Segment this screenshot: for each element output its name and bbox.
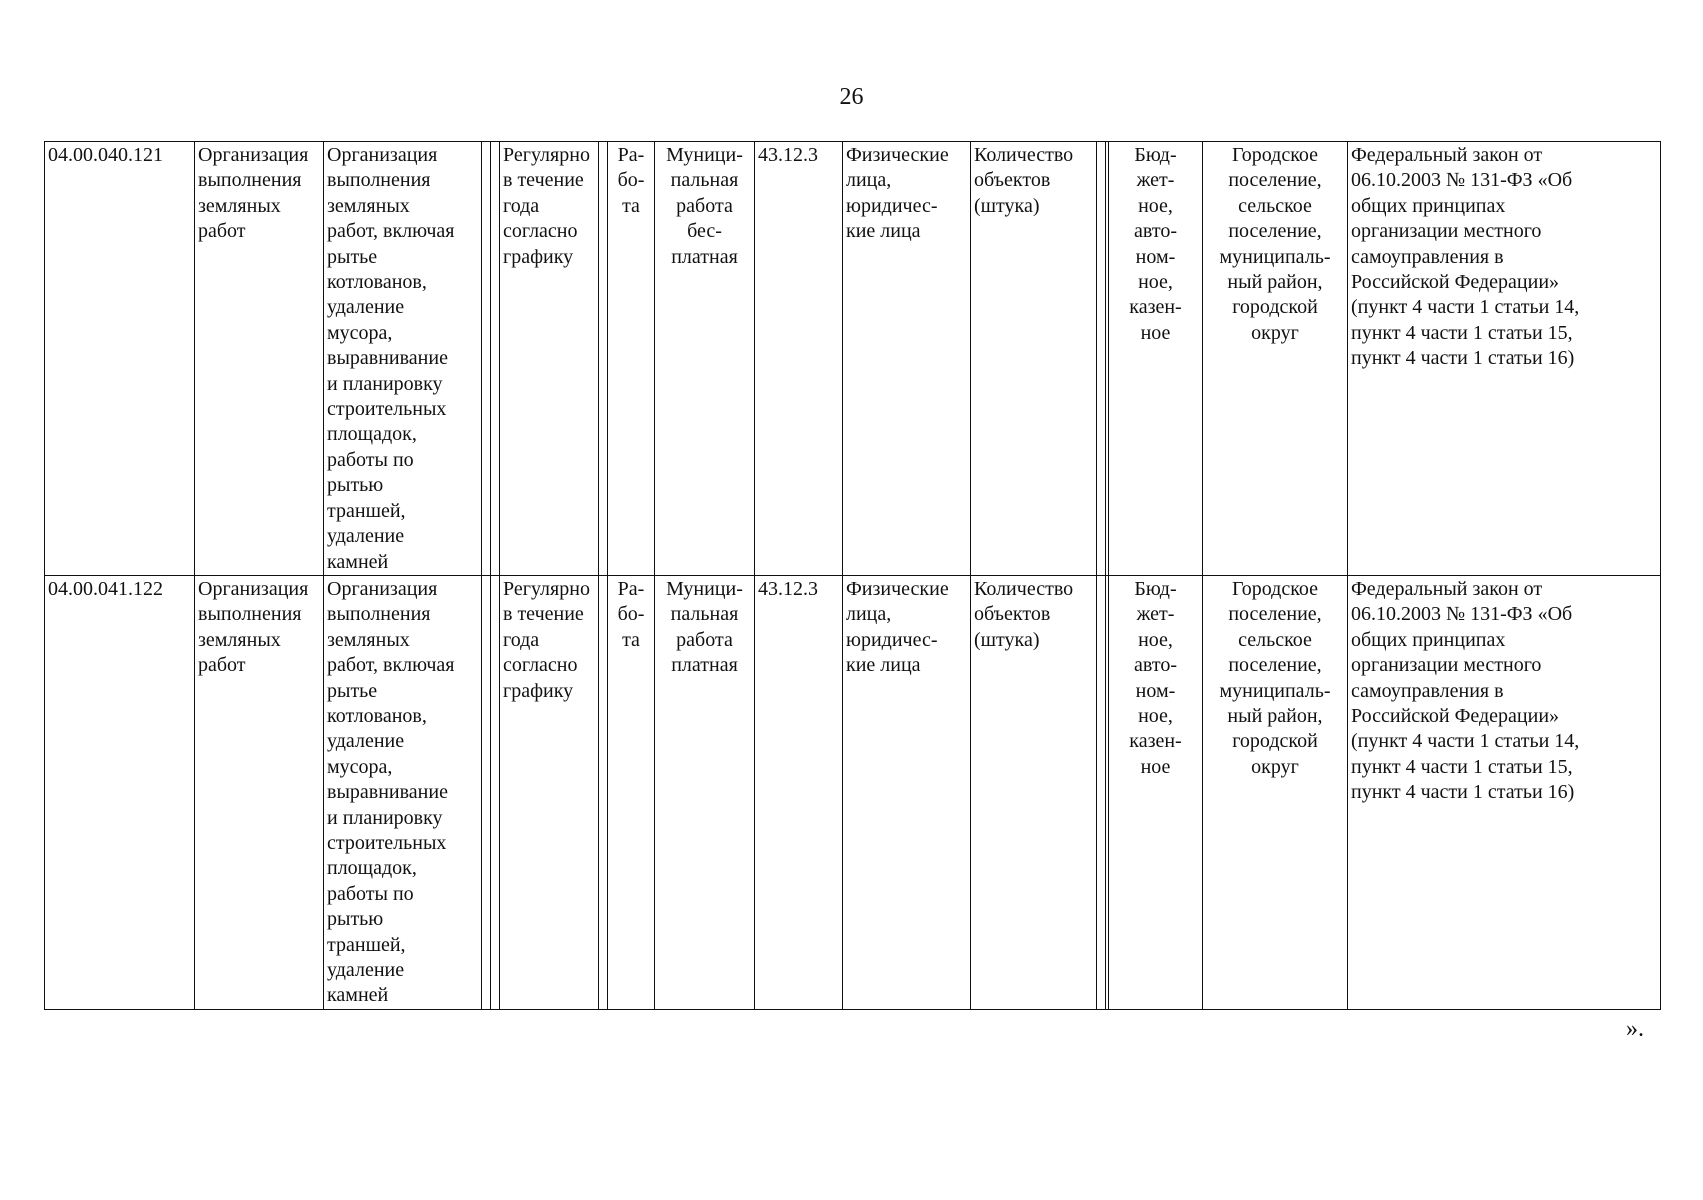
empty-cell bbox=[1097, 142, 1106, 576]
empty-cell bbox=[599, 575, 608, 1009]
empty-cell bbox=[491, 575, 500, 1009]
okved-code: 43.12.3 bbox=[755, 142, 843, 576]
table-row bbox=[45, 142, 1661, 576]
institution-type: Бюд- жет- ное, авто- ном- ное, казен- ное bbox=[1109, 142, 1203, 576]
legal-basis: Федеральный закон от 06.10.2003 № 131-ФЗ «Об общих принципах организации местного самоуправления в Российской Федерации» (пункт 4 части 1 статьи 14, пункт 4 части 1 статьи 15, пункт 4 части 1 статьи 16) bbox=[1348, 142, 1661, 576]
consumer-category: Физические лица, юридичес- кие лица bbox=[843, 575, 971, 1009]
service-kind: Муници- пальная работа платная bbox=[655, 575, 755, 1009]
service-type: Ра- бо- та bbox=[608, 142, 655, 576]
legal-basis: Федеральный закон от 06.10.2003 № 131-ФЗ «Об общих принципах организации местного самоуправления в Российской Федерации» (пункт 4 части 1 статьи 14, пункт 4 части 1 статьи 15, пункт 4 части 1 статьи 16) bbox=[1348, 575, 1661, 1009]
frequency: Регулярно в течение года согласно графику bbox=[500, 575, 599, 1009]
service-type: Ра- бо- та bbox=[608, 575, 655, 1009]
empty-cell bbox=[1097, 575, 1106, 1009]
institution-type: Бюд- жет- ное, авто- ном- ное, казен- ное bbox=[1109, 575, 1203, 1009]
services-registry-table bbox=[44, 141, 1661, 1010]
consumer-category: Физические лица, юридичес- кие лица bbox=[843, 142, 971, 576]
service-content: Организация выполнения земляных работ, включая рытье котлованов, удаление мусора, выравнивание и планировку строительных площадок, работы по рытью траншей, удаление камней bbox=[324, 575, 482, 1009]
okved-code: 43.12.3 bbox=[755, 575, 843, 1009]
table-row bbox=[45, 575, 1661, 1009]
volume-indicator: Количество объектов (штука) bbox=[971, 142, 1097, 576]
service-content: Организация выполнения земляных работ, включая рытье котлованов, удаление мусора, выравнивание и планировку строительных площадок, работы по рытью траншей, удаление камней bbox=[324, 142, 482, 576]
empty-cell bbox=[599, 142, 608, 576]
municipality-type: Городское поселение, сельское поселение, муниципаль- ный район, городской округ bbox=[1203, 142, 1348, 576]
service-kind: Муници- пальная работа бес- платная bbox=[655, 142, 755, 576]
service-code: 04.00.040.121 bbox=[45, 142, 195, 576]
empty-cell bbox=[482, 575, 491, 1009]
service-code: 04.00.041.122 bbox=[45, 575, 195, 1009]
empty-cell bbox=[491, 142, 500, 576]
service-name: Организация выполнения земляных работ bbox=[195, 142, 324, 576]
frequency: Регулярно в течение года согласно графику bbox=[500, 142, 599, 576]
empty-cell bbox=[482, 142, 491, 576]
volume-indicator: Количество объектов (штука) bbox=[971, 575, 1097, 1009]
closing-quote: ». bbox=[1626, 1016, 1644, 1042]
service-name: Организация выполнения земляных работ bbox=[195, 575, 324, 1009]
municipality-type: Городское поселение, сельское поселение, муниципаль- ный район, городской округ bbox=[1203, 575, 1348, 1009]
page-number: 26 bbox=[839, 84, 864, 110]
